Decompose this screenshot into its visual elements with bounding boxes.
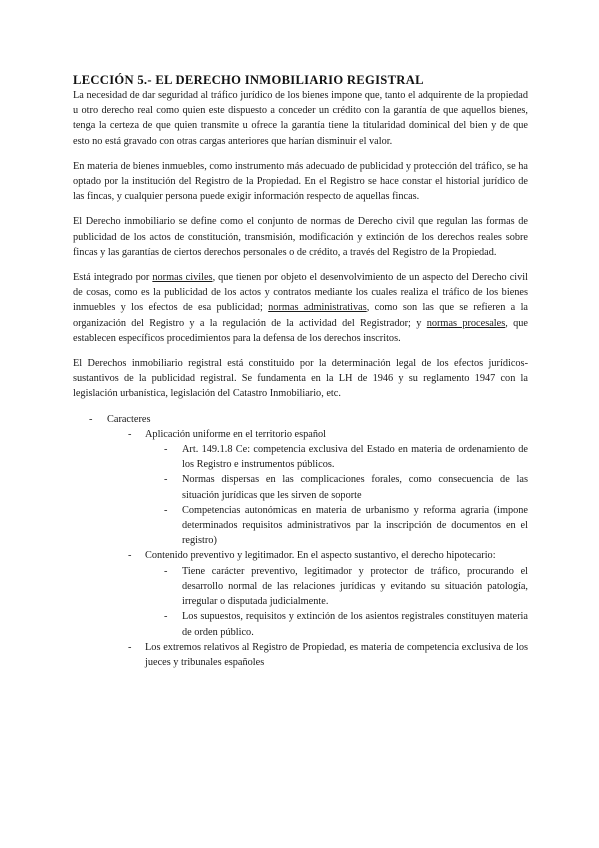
dash-bullet: - [164,565,168,577]
list-item-text: Normas dispersas en las complicaciones forales, como consecuencia de las situación jurídicas que les sirven de soporte [182,474,528,501]
list-item-text: Tiene carácter preventivo, legitimador y protector de tráfico, procurando el desarrollo normal de las relaciones jurídicas y evitando su situación patología, irregular o disputada judicialmente. [182,565,528,608]
list-item-text: Art. 149.1.8 Ce: competencia exclusiva del Estado en materia de ordenamiento de los Registro e instrumentos públicos. [182,444,528,471]
underlined-normas-procesales: normas procesales [426,317,506,329]
paragraph-definicion: El Derecho inmobiliario se define como el conjunto de normas de Derecho civil que regulan las formas de publicidad de los actos de constitución, transmisión, modificación y extinción de los derechos reales sobre fincas y las garantías de ciertos derechos personales o de crédito, a través del Registro de la Propiedad. [73,216,528,258]
aplicacion-sublist [145,442,528,548]
underlined-normas-administrativas: normas administrativas [268,302,367,314]
list-item-aplicacion-uniforme [73,427,528,549]
dash-bullet: - [128,641,132,653]
list-item-extremos-relativos [73,640,528,670]
list-item-contenido-preventivo [73,548,528,639]
paragraph-bienes-inmuebles: En materia de bienes inmuebles, como instrumento más adecuado de publicidad y protección del tráfico, se ha optado por la institución del Registro de la Propiedad. En el Registro se hace constar el historial jurídico de las fincas, y cualquier persona puede exigir información respecto de aquellas fincas. [73,160,528,203]
dash-bullet: - [164,504,168,516]
list-item [73,564,528,610]
dash-bullet: - [128,428,132,440]
caracteres-section [73,412,528,670]
list-item-text: Aplicación uniforme en el territorio español [145,428,326,440]
list-item [73,609,528,639]
paragraph-intro: La necesidad de dar seguridad al tráfico jurídico de los bienes impone que, tanto el adquirente de la propiedad u otro derecho real como quien este dispuesto a conceder un crédito con la garantía de que aquellos bienes, tenga la certeza de que quien transmite u ofrece la garantía tiene la titularidad dominical del bien y de que esto no está gravado con otras cargas anteriores que harían disminuir el valor. [73,90,528,147]
paragraph-constitucion: El Derechos inmobiliario registral está constituido por la determinación legal de los efectos jurídicos-sustantivos de la publicidad registral. Se fundamenta en la LH de 1946 y su reglamento 1947 con la legislación urbanística, legislación del Catastro Inmobiliario, etc. [73,358,528,400]
list-item-caracteres [73,412,528,670]
dash-bullet: - [89,413,93,425]
caracteres-sublist [107,427,528,670]
caracteres-heading: Caracteres [107,413,151,425]
dash-bullet: - [164,474,168,486]
caracteres-list [73,412,528,670]
list-item [73,442,528,472]
list-item [73,472,528,502]
text-fragment: Está integrado por [73,272,153,284]
dash-bullet: - [128,550,132,562]
dash-bullet: - [164,611,168,623]
list-item-text: Competencias autonómicas en materia de urbanismo y reforma agraria (impone determinados requisitos administrativos par la inscripción de documentos en el registro) [182,504,528,547]
text-fragment: , que tienen por objeto el desenvolvimiento de un aspecto del Derecho civil de cosas, como es la publicidad de los actos y contratos mediante los cuales realiza el tráfico de los bienes inmuebles y los efectos de esa publicidad; [73,272,528,314]
list-item-text: Contenido preventivo y legitimador. En el aspecto sustantivo, el derecho hipotecario: [145,550,496,562]
dash-bullet: - [164,444,168,456]
list-item [73,503,528,549]
list-item-text: Los extremos relativos al Registro de Propiedad, es materia de competencia exclusiva de los jueces y tribunales españoles [145,641,528,668]
list-item-text: Los supuestos, requisitos y extinción de los asientos registrales constituyen materia de orden público. [182,611,528,638]
paragraph-integracion [73,270,528,346]
document-page [73,72,528,670]
text-fragment: , que establecen específicos procedimientos para la defensa de los derechos inscritos. [73,317,528,344]
text-fragment: , como son las que se refieren a la organización del Registro y a la regulación de la actividad del Registrador; y [73,302,528,329]
underlined-normas-civiles: normas civiles [152,272,213,284]
contenido-sublist [145,564,528,640]
lesson-title: LECCIÓN 5.- EL DERECHO INMOBILIARIO REGISTRAL [73,73,424,87]
